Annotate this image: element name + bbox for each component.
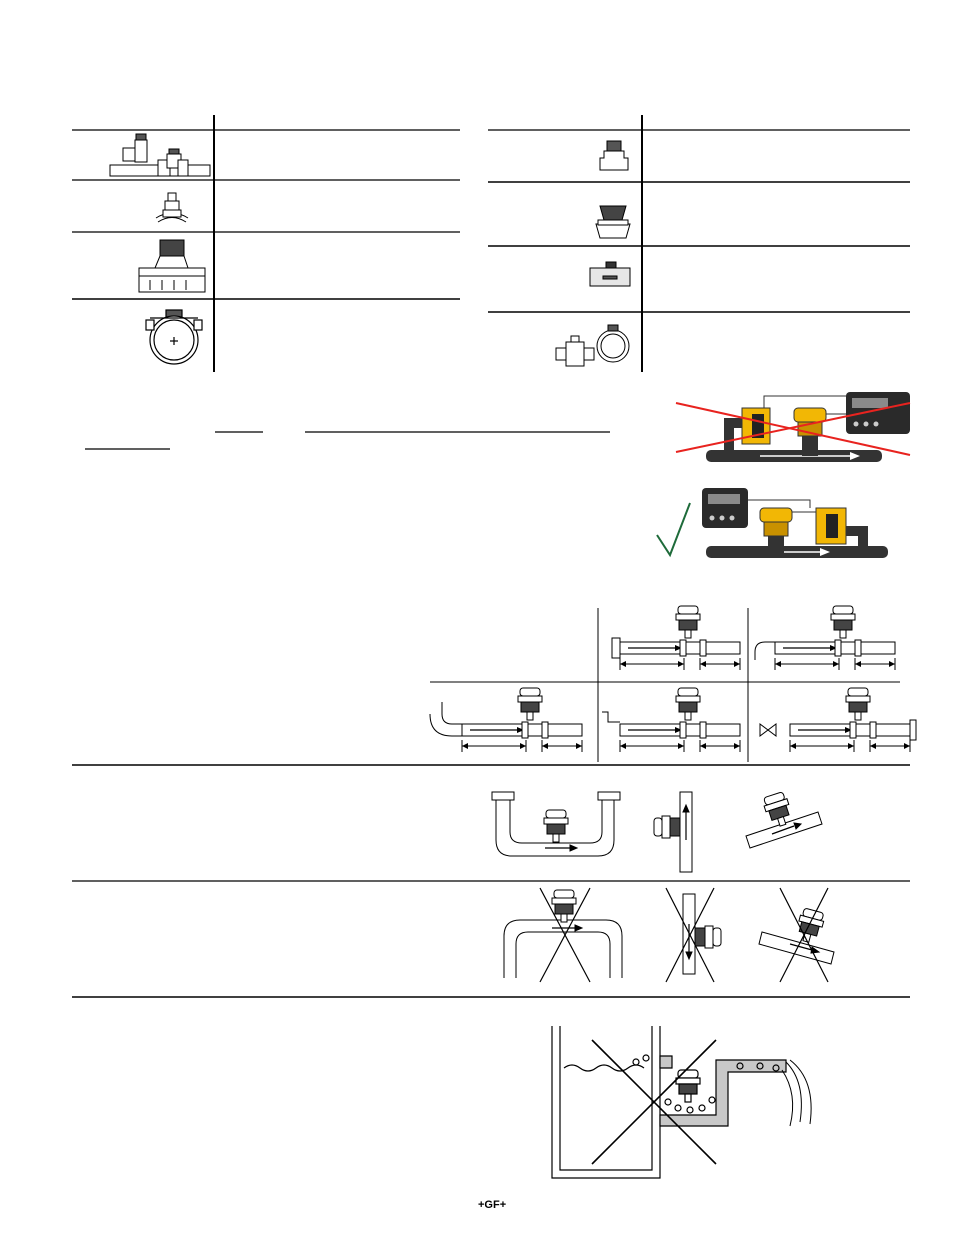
saddle-fitting-icon	[156, 193, 188, 222]
clamp-saddle-icon	[146, 310, 202, 364]
check-mark-icon	[657, 503, 690, 555]
tee-fitting-icon	[110, 134, 210, 176]
horizontal-u-pipe-icon	[492, 792, 620, 856]
tank-aeration-wrong-icon	[0, 1000, 954, 1190]
flange-run-icon	[612, 606, 740, 670]
correct-mount-icon	[702, 488, 888, 558]
orientation-ok-section	[0, 765, 954, 885]
orientation-bad-section	[0, 881, 954, 1001]
two-elbows-run-icon	[430, 688, 582, 752]
elbow-run-icon	[755, 606, 895, 670]
wrong-mount-downstream-of-pump-icon	[676, 392, 910, 462]
union-and-wafer-icon	[556, 325, 629, 366]
inclined-upflow-icon	[746, 791, 822, 848]
vertical-downflow-icon	[666, 888, 721, 982]
flange-fitting-icon	[590, 262, 630, 286]
vertical-upflow-icon	[654, 792, 692, 872]
threaded-tee-icon	[600, 141, 628, 170]
reducer-run-icon	[602, 688, 740, 752]
weld-on-fitting-icon	[139, 240, 205, 292]
gf-logo: +GF+	[478, 1199, 507, 1211]
mounting-section	[0, 380, 954, 590]
valve-run-icon	[760, 688, 916, 752]
inverted-u-pipe-icon	[504, 888, 622, 982]
weldolet-icon	[596, 206, 630, 238]
fittings-table	[0, 0, 954, 380]
inclined-downflow-icon	[759, 888, 834, 982]
straight-run-section	[0, 594, 954, 770]
